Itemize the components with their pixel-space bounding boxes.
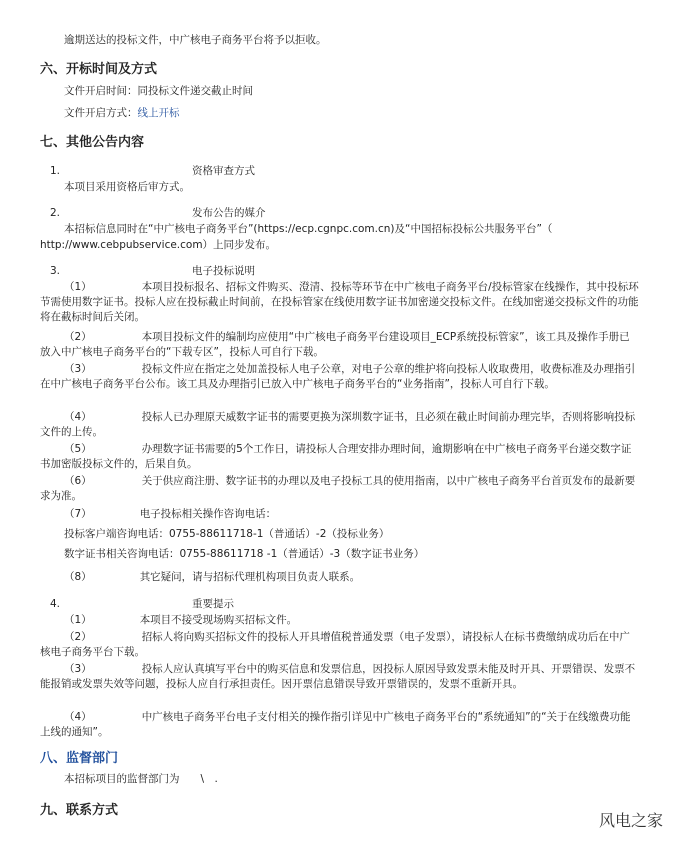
site-watermark: 风电之家 bbox=[598, 811, 663, 830]
item1-title: 资格审查方式 bbox=[192, 165, 255, 177]
section7-title: 七、其他公告内容 bbox=[40, 135, 145, 150]
item4-sub2 bbox=[40, 630, 640, 660]
sub-number: （3） bbox=[64, 363, 92, 375]
item3-sub1 bbox=[40, 280, 640, 325]
sub-text: 中广核电子商务平台电子支付相关的操作指引详见中广核电子商务平台的“系统通知”的“关于在线缴费功能上线的通知”。 bbox=[40, 711, 631, 738]
sub-text: 电子投标相关操作咨询电话： bbox=[139, 508, 277, 520]
sub-text: 招标人将向购买招标文件的投标人开具增值税普通发票（电子发票），请投标人在标书费缴纳成功后在中广核电子商务平台下载。 bbox=[40, 631, 630, 658]
phone-cert-line: 数字证书相关咨询电话：0755-88611718 -1（普通话）-3（数字证书业务） bbox=[64, 548, 425, 560]
open-method-line bbox=[64, 106, 180, 121]
sub-text: 本项目不接受现场购买招标文件。 bbox=[139, 614, 298, 626]
item3-sub8 bbox=[64, 570, 360, 585]
open-method-label: 文件开启方式： bbox=[64, 107, 138, 119]
sub-number: （7） bbox=[64, 508, 92, 520]
item3-number: 3. bbox=[50, 265, 61, 277]
section8-title: 八、监督部门 bbox=[40, 751, 119, 766]
sub-number: （4） bbox=[64, 411, 92, 423]
sub-number: （6） bbox=[64, 475, 92, 487]
sub-text: 投标人应认真填写平台中的购买信息和发票信息，因投标人原因导致发票未能及时开具、开票错误、发票不能报销或发票失效等问题，投标人应自行承担责任。因开票信息错误导致开票错误的，发票不重新开具。 bbox=[40, 663, 636, 690]
item3-sub5 bbox=[40, 442, 640, 472]
sub-number: （1） bbox=[64, 281, 92, 293]
sub-number: （3） bbox=[64, 663, 92, 675]
item3-sub4 bbox=[40, 410, 640, 440]
item3-sub3 bbox=[40, 362, 640, 392]
sub-text: 投标文件应在指定之处加盖投标人电子公章，对电子公章的维护将向投标人收取费用，收费标准及办理指引在中广核电子商务平台公布。该工具及办理指引已放入中广核电子商务平台的“业务指南”，投标人可自行下载。 bbox=[40, 363, 636, 390]
section6-title: 六、开标时间及方式 bbox=[40, 62, 158, 77]
phone-client-line: 投标客户端咨询电话：0755-88611718-1（普通话）-2（投标业务） bbox=[64, 528, 390, 540]
item4-sub1 bbox=[64, 613, 297, 628]
sub-text: 本项目投标文件的编制均应使用“中广核电子商务平台建设项目_ECP系统投标管家”，该工具及操作手册已放入中广核电子商务平台的“下载专区”，投标人可自行下载。 bbox=[40, 331, 630, 358]
item4-sub3 bbox=[40, 662, 640, 692]
item2-number: 2. bbox=[50, 207, 61, 219]
item4-number: 4. bbox=[50, 598, 61, 610]
item3-sub6 bbox=[40, 474, 640, 504]
sub-number: （8） bbox=[64, 571, 92, 583]
sub-number: （1） bbox=[64, 614, 92, 626]
item1-number: 1. bbox=[50, 165, 61, 177]
section9-title: 九、联系方式 bbox=[40, 803, 119, 818]
item3-sub2 bbox=[40, 330, 640, 360]
item3-sub7 bbox=[64, 507, 276, 522]
item2-title: 发布公告的媒介 bbox=[192, 207, 266, 219]
sub-text: 办理数字证书需要的5个工作日，请投标人合理安排办理时间，逾期影响在中广核电子商务平台递交数字证书加密版投标文件的，后果自负。 bbox=[40, 443, 632, 470]
sub-text: 投标人已办理原天威数字证书的需要更换为深圳数字证书，且必须在截止时间前办理完毕，否则将影响投标文件的上传。 bbox=[40, 411, 636, 438]
item1-body: 本项目采用资格后审方式。 bbox=[64, 181, 190, 193]
item4-title: 重要提示 bbox=[192, 598, 234, 610]
intro-line: 逾期送达的投标文件，中广核电子商务平台将予以拒收。 bbox=[64, 34, 327, 46]
sub-number: （4） bbox=[64, 711, 92, 723]
supervision-line: 本招标项目的监督部门为 \ . bbox=[64, 773, 218, 785]
item2-line1: 本招标信息同时在“中广核电子商务平台”(https://ecp.cgnpc.com.cn)及“中国招标投标公共服务平台”（ bbox=[64, 223, 553, 235]
item3-title: 电子投标说明 bbox=[192, 265, 255, 277]
sub-number: （5） bbox=[64, 443, 92, 455]
sub-text: 关于供应商注册、数字证书的办理以及电子投标工具的使用指南，以中广核电子商务平台首页发布的最新要求为准。 bbox=[40, 475, 636, 502]
sub-text: 本项目投标报名、招标文件购买、澄清、投标等环节在中广核电子商务平台/投标管家在线操作，其中投标环节需使用数字证书。投标人应在投标截止时间前，在投标管家在线使用数字证书加密递交投标文件。在线加密递交投标文件的功能将在截标时间后关闭。 bbox=[40, 281, 639, 323]
open-time-line: 文件开启时间：同投标文件递交截止时间 bbox=[64, 85, 253, 97]
item2-line2: http://www.cebpubservice.com）上同步发布。 bbox=[40, 239, 277, 251]
sub-number: （2） bbox=[64, 331, 92, 343]
online-opening-link[interactable]: 线上开标 bbox=[137, 107, 180, 119]
item4-sub4 bbox=[40, 710, 640, 740]
sub-number: （2） bbox=[64, 631, 92, 643]
sub-text: 其它疑问，请与招标代理机构项目负责人联系。 bbox=[139, 571, 361, 583]
